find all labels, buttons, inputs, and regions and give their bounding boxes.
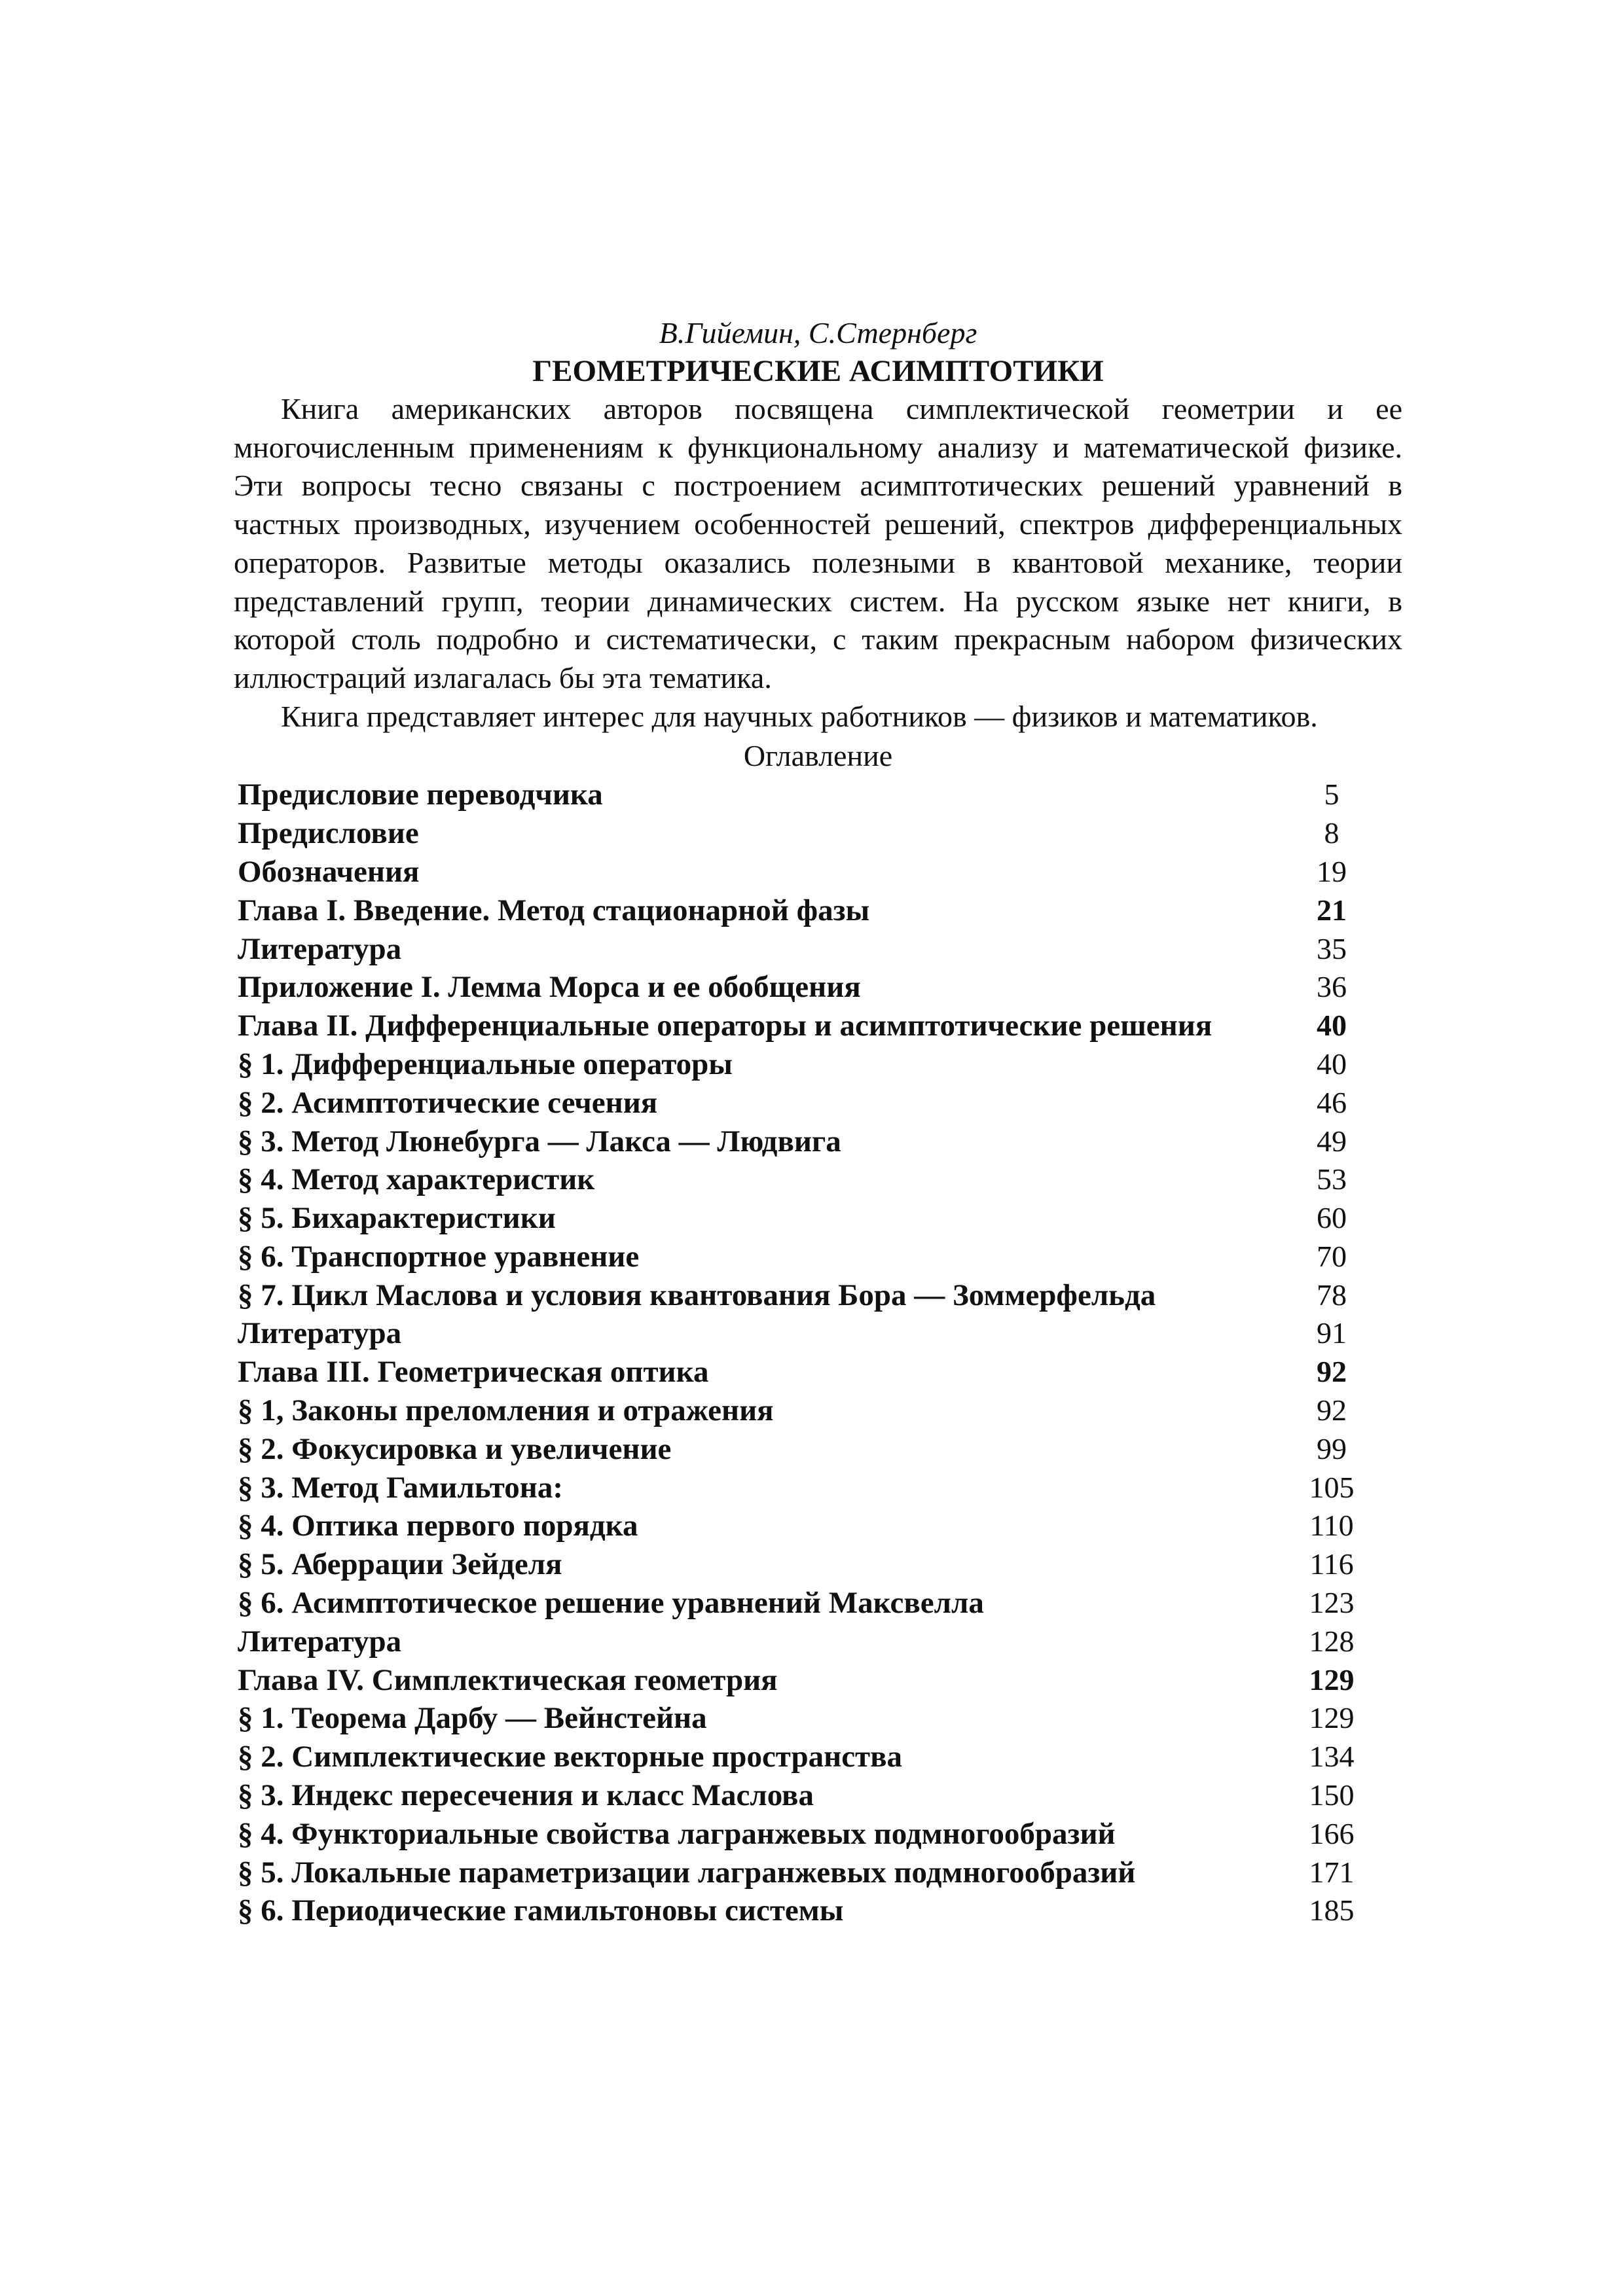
toc-entry-row <box>234 776 1402 814</box>
toc-entry-title: Предисловие <box>238 816 419 851</box>
toc-entry-title: § 5. Локальные параметризации лагранжевых подмногообразий <box>238 1855 1136 1890</box>
document-page <box>234 314 1402 1930</box>
toc-entry-title: § 6. Периодические гамильтоновы системы <box>238 1893 844 1928</box>
toc-entry-row <box>234 1430 1402 1469</box>
toc-entry-row <box>234 1276 1402 1315</box>
toc-entry-title: § 5. Аберрации Зейделя <box>238 1547 562 1582</box>
toc-entry-title: Предисловие переводчика <box>238 778 603 812</box>
toc-entry-row <box>234 1045 1402 1084</box>
toc-entry-title: Глава IV. Симплектическая геометрия <box>238 1662 778 1697</box>
toc-entry-title: Обозначения <box>238 854 420 889</box>
toc-entry-row <box>234 1584 1402 1623</box>
toc-entry-row <box>234 1391 1402 1430</box>
toc-entry-row <box>234 1238 1402 1276</box>
toc-chapter-row <box>234 1353 1402 1391</box>
toc-entry-row <box>234 1623 1402 1661</box>
toc-page-number: 129 <box>1309 1701 1355 1735</box>
toc-chapter-row <box>234 891 1402 930</box>
toc-page-number: 40 <box>1317 1009 1347 1043</box>
toc-page-number: 91 <box>1317 1316 1347 1350</box>
table-of-contents <box>234 776 1402 1930</box>
toc-page-number: 92 <box>1317 1393 1347 1427</box>
toc-page-number: 129 <box>1309 1662 1355 1696</box>
toc-page-number: 70 <box>1317 1239 1347 1273</box>
toc-entry-row <box>234 968 1402 1007</box>
toc-entry-title: § 1. Теорема Дарбу — Вейнстейна <box>238 1701 707 1736</box>
toc-page-number: 53 <box>1317 1162 1347 1196</box>
toc-entry-title: § 2. Асимптотические сечения <box>238 1085 658 1120</box>
toc-page-number: 35 <box>1317 931 1347 965</box>
toc-page-number: 166 <box>1309 1816 1355 1850</box>
toc-entry-row <box>234 1815 1402 1854</box>
toc-entry-row <box>234 1160 1402 1199</box>
toc-page-number: 5 <box>1324 778 1340 812</box>
toc-entry-title: § 4. Функториальные свойства лагранжевых подмногообразий <box>238 1816 1116 1851</box>
toc-entry-row <box>234 814 1402 853</box>
abstract-paragraph: Книга американских авторов посвящена симплектической геометрии и ее многочисленным применениям к функциональному анализу и математической физике. Эти вопросы тесно связаны с построением асимптотических решений уравнений в частных производных, изучением особенностей решений, спектров дифференциальных операторов. Развитые методы оказались полезными в квантовой механике, теории представлений групп, теории динамических систем. На русском языке нет книги, в которой столь подробно и систематически, с таким прекрасным набором физических иллюстраций излагалась бы эта тематика. <box>234 392 1402 694</box>
toc-entry-title: Глава I. Введение. Метод стационарной фазы <box>238 893 870 927</box>
toc-entry-row <box>234 1469 1402 1507</box>
toc-entry-title: Глава III. Геометрическая оптика <box>238 1355 709 1390</box>
toc-entry-row <box>234 1545 1402 1584</box>
toc-chapter-row <box>234 1661 1402 1700</box>
toc-entry-title: § 6. Асимптотическое решение уравнений Максвелла <box>238 1586 984 1621</box>
toc-page-number: 19 <box>1317 854 1347 888</box>
toc-entry-row <box>234 1776 1402 1815</box>
abstract <box>234 390 1402 736</box>
authors: В.Гийемин, С.Стернберг <box>659 316 977 350</box>
toc-entry-title: § 2. Симплектические векторные пространства <box>238 1740 903 1774</box>
book-title: ГЕОМЕТРИЧЕСКИЕ АСИМПТОТИКИ <box>532 354 1104 388</box>
toc-page-number: 134 <box>1309 1740 1355 1774</box>
toc-page-number: 40 <box>1317 1047 1347 1081</box>
toc-entry-row <box>234 1122 1402 1161</box>
toc-page-number: 99 <box>1317 1431 1347 1465</box>
toc-entry-title: § 2. Фокусировка и увеличение <box>238 1431 672 1466</box>
toc-entry-title: § 7. Цикл Маслова и условия квантования Бора — Зоммерфельда <box>238 1278 1156 1312</box>
toc-entry-title: Глава II. Дифференциальные операторы и асимптотические решения <box>238 1009 1213 1043</box>
toc-chapter-row <box>234 1007 1402 1045</box>
toc-entry-title: § 1, Законы преломления и отражения <box>238 1393 774 1428</box>
toc-entry-title: § 5. Бихарактеристики <box>238 1201 556 1236</box>
toc-entry-title: Литература <box>238 931 402 966</box>
toc-page-number: 78 <box>1317 1278 1347 1312</box>
toc-entry-title: Литература <box>238 1624 402 1659</box>
toc-entry-title: Приложение I. Лемма Морса и ее обобщения <box>238 970 861 1005</box>
toc-entry-title: Литература <box>238 1316 402 1351</box>
toc-page-number: 46 <box>1317 1085 1347 1119</box>
toc-entry-row <box>234 853 1402 891</box>
toc-entry-row <box>234 1314 1402 1353</box>
toc-page-number: 123 <box>1309 1586 1355 1620</box>
toc-page-number: 150 <box>1309 1778 1355 1812</box>
toc-page-number: 185 <box>1309 1893 1355 1928</box>
toc-entry-row <box>234 1507 1402 1545</box>
toc-page-number: 21 <box>1317 893 1347 927</box>
toc-entry-title: § 1. Дифференциальные операторы <box>238 1047 733 1081</box>
toc-page-number: 92 <box>1317 1355 1347 1389</box>
abstract-paragraph: Книга представляет интерес для научных работников — физиков и математиков. <box>281 699 1318 733</box>
toc-page-number: 128 <box>1309 1624 1355 1658</box>
toc-page-number: 105 <box>1309 1470 1355 1504</box>
toc-entry-title: § 3. Индекс пересечения и класс Маслова <box>238 1778 814 1813</box>
toc-page-number: 116 <box>1309 1547 1354 1581</box>
toc-entry-title: § 4. Оптика первого порядка <box>238 1509 638 1543</box>
toc-entry-title: § 6. Транспортное уравнение <box>238 1239 640 1274</box>
toc-entry-row <box>234 1892 1402 1930</box>
toc-page-number: 60 <box>1317 1201 1347 1235</box>
toc-entry-row <box>234 930 1402 969</box>
toc-page-number: 36 <box>1317 970 1347 1004</box>
toc-entry-row <box>234 1854 1402 1892</box>
toc-entry-title: § 4. Метод характеристик <box>238 1162 595 1197</box>
toc-entry-row <box>234 1738 1402 1776</box>
toc-page-number: 110 <box>1309 1509 1354 1543</box>
toc-entry-row <box>234 1084 1402 1122</box>
toc-entry-row <box>234 1699 1402 1738</box>
toc-entry-title: § 3. Метод Гамильтона: <box>238 1470 563 1505</box>
toc-heading: Оглавление <box>743 739 893 773</box>
toc-entry-row <box>234 1199 1402 1238</box>
toc-page-number: 171 <box>1309 1855 1355 1889</box>
toc-page-number: 8 <box>1324 816 1340 850</box>
toc-entry-title: § 3. Метод Люнебурга — Лакса — Людвига <box>238 1124 841 1158</box>
toc-page-number: 49 <box>1317 1124 1347 1158</box>
